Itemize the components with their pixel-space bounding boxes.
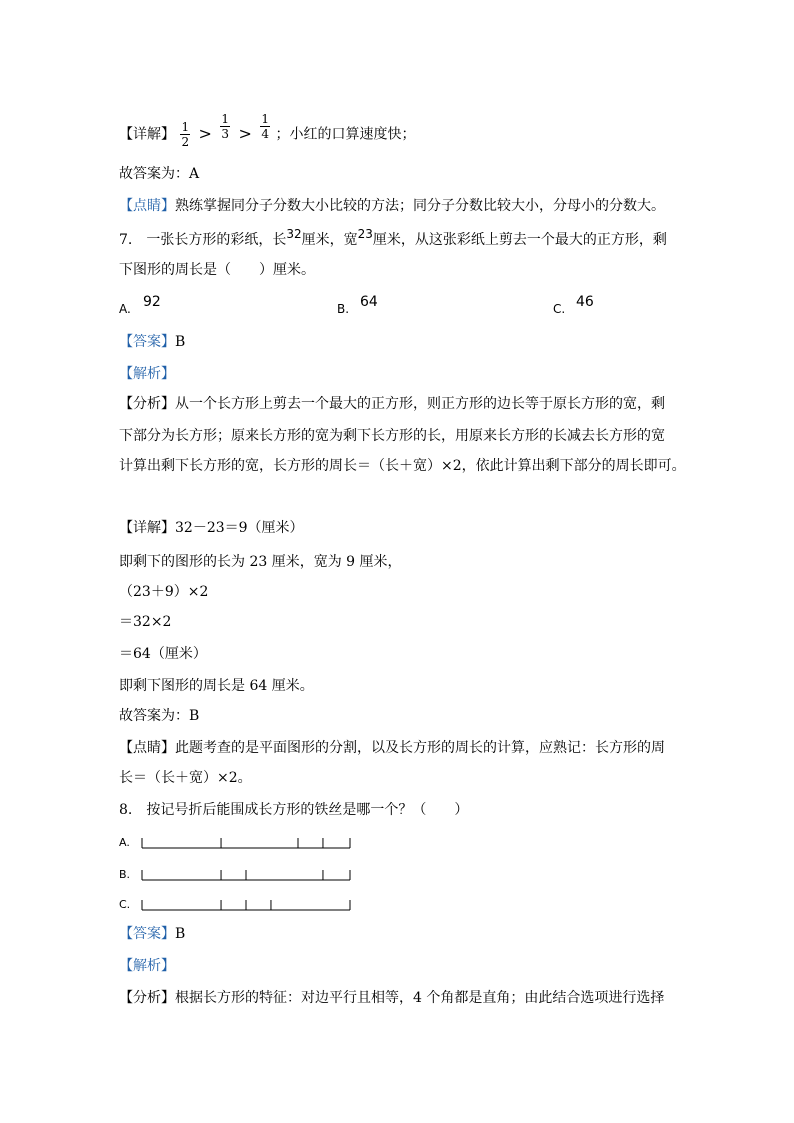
- q6-tip: [119, 196, 665, 216]
- q7-analysis-line-1: 【分析】从一个长方形上剪去一个最大的正方形，则正方形的边长等于原长方形的宽，剩: [119, 396, 665, 412]
- stem-part: 厘米，从这张彩纸上剪去一个最大的正方形，剩: [372, 232, 667, 248]
- wire-a: [140, 832, 355, 852]
- wire-b: [140, 864, 355, 884]
- wire-label-c: C.: [119, 898, 131, 911]
- q7-analysis-label: 【解析】: [119, 366, 175, 382]
- width-value: 23: [357, 227, 373, 241]
- q6-detail-line: [119, 112, 416, 149]
- option-a-letter: A.: [119, 302, 131, 316]
- q7-detail-line-6: 即剩下图形的周长是 64 厘米。: [119, 678, 314, 694]
- q8-analysis-label: 【解析】: [119, 958, 175, 974]
- q6-answer: 故答案为：A: [119, 166, 200, 182]
- stem-part: 7. 一张长方形的彩纸，长: [119, 232, 287, 248]
- length-value: 32: [286, 227, 302, 241]
- q7-analysis-line-3: 计算出剩下长方形的宽，长方形的周长＝（长＋宽）×2，依此计算出剩下部分的周长即可。: [119, 458, 686, 474]
- wire-label-b: B.: [119, 868, 131, 881]
- answer-value: B: [175, 334, 186, 350]
- tip-label: 【点睛】: [119, 198, 175, 214]
- fraction-numerator: 1: [221, 112, 230, 126]
- fraction-numerator: 1: [261, 112, 269, 126]
- detail-tail: ；小红的口算速度快；: [275, 126, 416, 143]
- q7-detail-line-7: 故答案为：B: [119, 708, 200, 724]
- greater-than-sign: >: [238, 123, 252, 143]
- option-b-letter: B.: [337, 302, 350, 316]
- q7-analysis-line-2: 下部分为长方形；原来长方形的宽为剩下长方形的长，用原来长方形的长减去长方形的宽: [119, 428, 665, 444]
- detail-label: 【详解】: [119, 126, 175, 143]
- q7-detail-line-2: 即剩下的图形的长为 23 厘米，宽为 9 厘米，: [119, 554, 402, 570]
- greater-than-sign: >: [198, 123, 212, 143]
- q7-stem-line1: [119, 227, 667, 250]
- fraction-one-quarter: [260, 112, 270, 141]
- option-c-letter: C.: [553, 302, 566, 316]
- tip-text: 熟练掌握同分子分数大小比较的方法；同分子分数比较大小，分母小的分数大。: [175, 198, 665, 214]
- q7-detail-line-1: 【详解】32－23＝9（厘米）: [119, 520, 304, 536]
- option-c-value: 46: [576, 294, 594, 310]
- q8-answer: [119, 924, 185, 944]
- wire-label-a: A.: [119, 836, 130, 849]
- q7-tip-line-2: 长＝（长＋宽）×2。: [119, 770, 252, 786]
- fraction-one-half: [180, 120, 190, 149]
- q8-stem: 8. 按记号折后能围成长方形的铁丝是哪一个？（ ）: [119, 802, 469, 818]
- fraction-numerator: 1: [181, 120, 190, 134]
- q7-answer: [119, 332, 185, 352]
- q7-detail-line-4: ＝32×2: [119, 614, 172, 630]
- q7-detail-line-5: ＝64（厘米）: [119, 646, 207, 662]
- q8-analysis: 【分析】根据长方形的特征：对边平行且相等，4 个角都是直角；由此结合选项进行选择: [119, 990, 665, 1006]
- fraction-denominator: 3: [221, 127, 230, 141]
- answer-value: B: [175, 926, 186, 942]
- stem-part: 厘米，宽: [301, 232, 358, 248]
- option-b-value: 64: [360, 294, 378, 310]
- answer-label: 【答案】: [119, 334, 175, 350]
- fraction-denominator: 4: [261, 127, 269, 141]
- answer-label: 【答案】: [119, 926, 175, 942]
- wire-c: [140, 894, 355, 914]
- fraction-one-third: [220, 112, 230, 141]
- q7-tip-line-1: 【点睛】此题考查的是平面图形的分割，以及长方形的周长的计算，应熟记：长方形的周: [119, 740, 665, 756]
- q7-detail-line-3: （23＋9）×2: [119, 584, 209, 600]
- fraction-denominator: 2: [181, 135, 190, 149]
- q7-stem-line2: 下图形的周长是（ ）厘米。: [119, 262, 315, 278]
- option-a-value: 92: [143, 294, 161, 310]
